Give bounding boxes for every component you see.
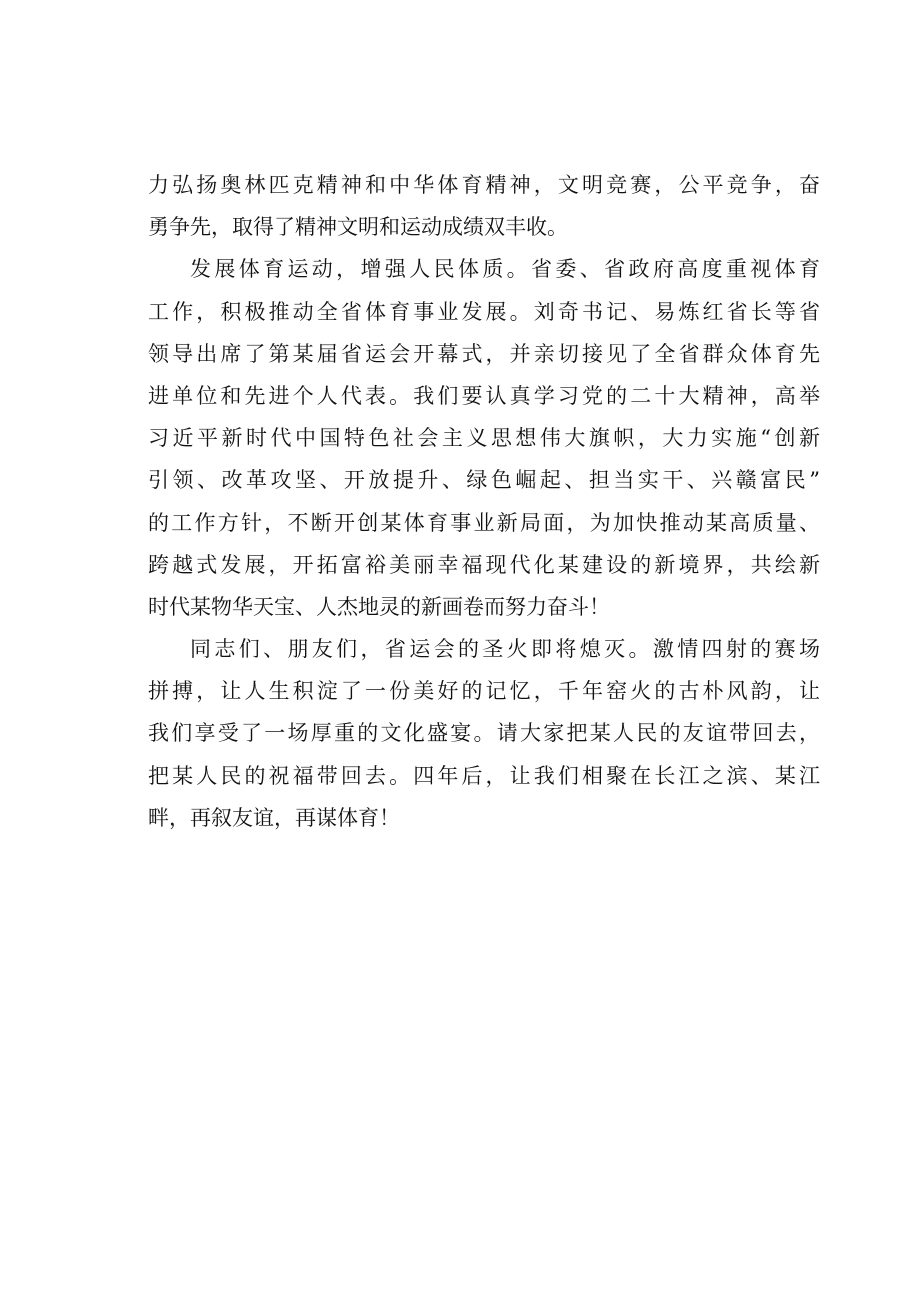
paragraph-1-line-2: 勇争先，取得了精神文明和运动成绩双丰收。 [148,215,568,240]
paragraph-2-line-5: 习近平新时代中国特色社会主义思想伟大旗帜，大力实施“创新 [148,426,820,451]
paragraph-3-line-3: 我们享受了一场厚重的文化盛宴。请大家把某人民的友谊带回去， [148,721,820,746]
paragraph-2-line-1: 发展体育运动，增强人民体质。省委、省政府高度重视体育 [190,257,820,282]
paragraph-2-line-7: 的工作方针，不断开创某体育事业新局面，为加快推动某高质量、 [148,510,820,535]
paragraph-1-line-1: 力弘扬奥林匹克精神和中华体育精神，文明竞赛，公平竞争，奋 [148,173,820,197]
paragraph-3-line-5: 畔，再叙友谊，再谋体育！ [148,805,400,830]
paragraph-3-line-1: 同志们、朋友们，省运会的圣火即将熄灭。激情四射的赛场 [190,637,820,662]
paragraph-2-line-8: 跨越式发展，开拓富裕美丽幸福现代化某建设的新境界，共绘新 [148,552,820,577]
paragraph-2-line-6: 引领、改革攻坚、开放提升、绿色崛起、担当实干、兴赣富民” [148,468,820,493]
paragraph-2-line-4: 进单位和先进个人代表。我们要认真学习党的二十大精神，高举 [148,383,820,408]
paragraph-2-line-3: 领导出席了第某届省运会开幕式，并亲切接见了全省群众体育先 [148,341,820,366]
paragraph-2-line-9: 时代某物华天宝、人杰地灵的新画卷而努力奋斗！ [148,594,610,619]
paragraph-3-line-4: 把某人民的祝福带回去。四年后，让我们相聚在长江之滨、某江 [148,763,820,788]
paragraph-2-line-2: 工作，积极推动全省体育事业发展。刘奇书记、易炼红省长等省 [148,299,820,324]
paragraph-3-line-2: 拼搏，让人生积淀了一份美好的记忆，千年窑火的古朴风韵，让 [148,679,820,704]
document-body [148,164,820,839]
